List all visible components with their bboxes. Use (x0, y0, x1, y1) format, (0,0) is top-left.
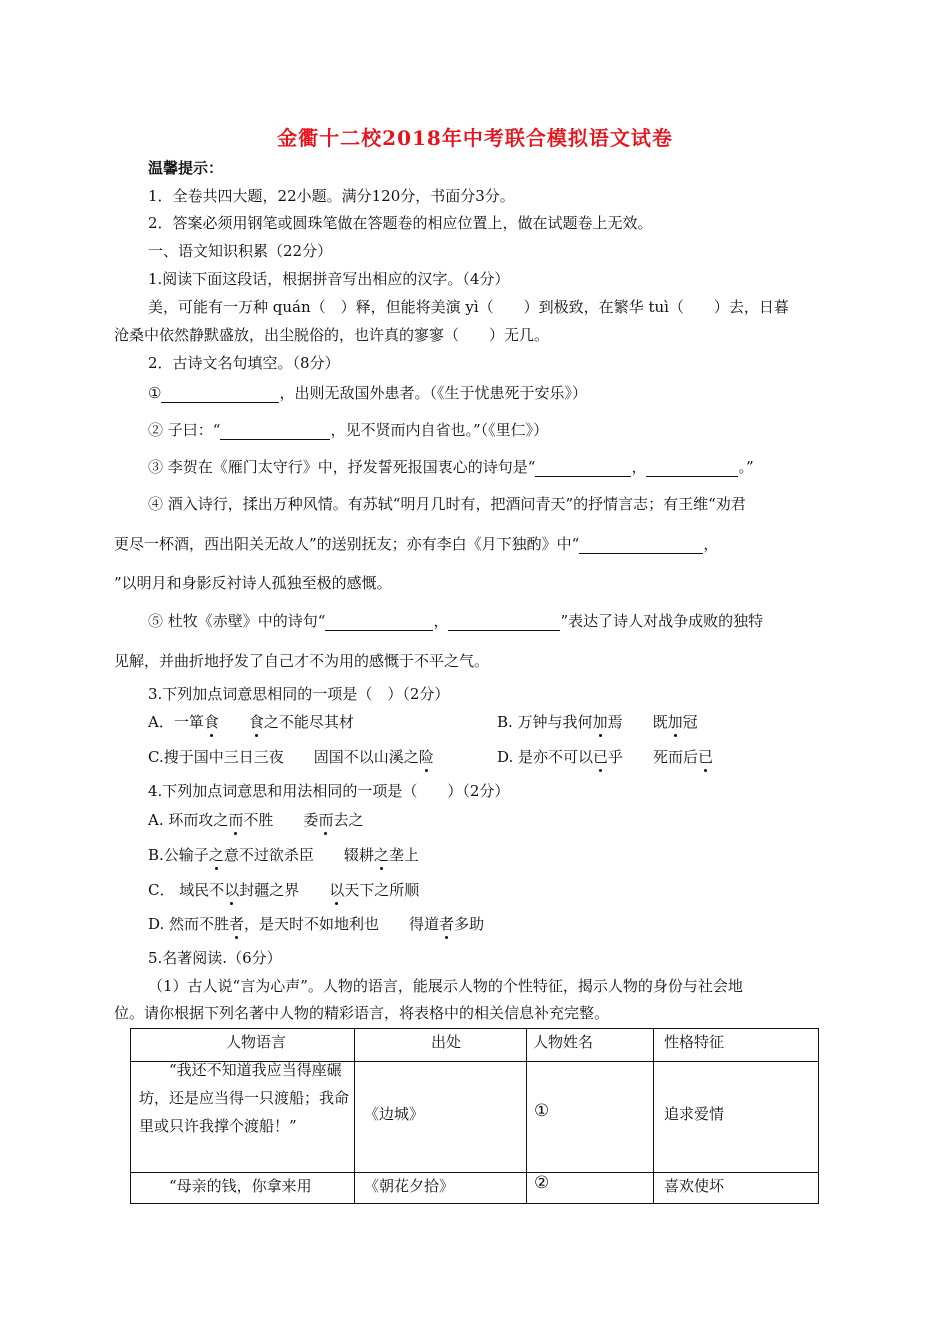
dotted-word: 险 (418, 748, 434, 766)
q1-passage-line1: 美，可能有一万种 quán（ ）释，但能将美演 yì（ ）到极致，在繁华 tuì（ ）去，日暮 (148, 298, 789, 316)
table-border (130, 1172, 819, 1173)
option-text: C.搜于国中三日三夜 固国不以山溪之 (148, 748, 419, 766)
dotted-word: 之 (373, 846, 389, 864)
answer-blank[interactable] (646, 460, 738, 477)
option-text: 而 (183, 811, 199, 829)
option-text: 意不过欲杀臣 辍耕 (223, 846, 374, 864)
option-text: 冠 (682, 713, 698, 731)
q4-option-c[interactable] (148, 879, 419, 900)
option-text: C． 域民不 (148, 881, 225, 899)
q2-item-2-post: ，见不贤而内自省也。”（《里仁》） (330, 421, 549, 439)
q2-item-5-line2: 见解，并曲折地抒发了自己才不为用的感慨于不平之气。 (114, 652, 490, 670)
q5-intro-line2: 位。请你根据下列名著中人物的精彩语言，将表格中的相关信息补充完整。 (114, 1004, 610, 1022)
dotted-word: 者 (439, 915, 455, 933)
q3-option-a[interactable] (148, 711, 354, 732)
option-text: B.公输子 (148, 846, 209, 864)
table-cell-trait: 喜欢使坏 (664, 1177, 725, 1195)
table-border (526, 1028, 527, 1204)
dotted-word: 加 (667, 713, 683, 731)
dotted-word: 加 (592, 713, 608, 731)
page-title: 金衢十二校2018年中考联合模拟语文试卷 (277, 126, 673, 150)
table-border (130, 1028, 131, 1204)
q2-item-5-pre: ⑤ 杜牧《赤壁》中的诗句“ (148, 612, 326, 630)
q3-option-d[interactable] (497, 746, 713, 767)
dotted-word: 之 (208, 846, 224, 864)
table-cell-source: 《朝花夕拾》 (364, 1177, 455, 1195)
dotted-word: 食 (203, 713, 219, 731)
q2-item-2-pre: ② 子曰：“ (148, 421, 221, 439)
q2-item-4-line1: ④ 酒入诗行，揉出万种风情。有苏轼“明月几时有，把酒问青天”的抒情言志；有王维“劝君 (148, 495, 746, 513)
q5-intro-line1: （1）古人说“言为心声”。人物的语言，能展示人物的个性特征，揭示人物的身份与社会地 (148, 977, 743, 995)
answer-blank[interactable] (325, 614, 433, 631)
q2-item-4-pre: 更尽一杯酒，西出阳关无故人”的送别抚友；亦有李白《月下独酌》中“ (114, 535, 580, 553)
table-header: 人物姓名 (533, 1033, 594, 1051)
q2-item-1-post: ，出则无敌国外患者。（《生于忧患死于安乐》） (279, 384, 587, 402)
answer-blank[interactable] (161, 386, 279, 403)
option-text: 多助 (454, 915, 485, 933)
option-text: A．一箪 (148, 713, 204, 731)
dotted-word: 而 (318, 811, 334, 829)
answer-blank[interactable] (579, 537, 703, 554)
tips-heading: 温馨提示： (148, 159, 224, 177)
dotted-word: 者 (229, 915, 245, 933)
q4-option-b[interactable] (148, 844, 419, 865)
table-header: 性格特征 (664, 1033, 725, 1051)
option-text: D. 然而不胜 (148, 915, 230, 933)
table-cell-source: 《边城》 (364, 1105, 425, 1123)
option-text: B. 万钟与我何 (497, 713, 593, 731)
option-text: 去之 (333, 811, 364, 829)
option-text (219, 713, 249, 731)
q2-item-3-mid: ， (631, 458, 647, 476)
table-header: 人物语言 (226, 1033, 287, 1051)
option-text: 垄上 (388, 846, 419, 864)
table-cell-quote: “母亲的钱，你拿来用 (169, 1177, 312, 1195)
q2-item-4-line3: ”以明月和身影反衬诗人孤独至极的感慨。 (114, 574, 392, 592)
q2-stem: 2．古诗文名句填空。（8分） (148, 354, 340, 372)
dotted-word: 已 (698, 748, 714, 766)
option-text: A. 环 (148, 811, 184, 829)
q2-item-1-pre: ① (148, 384, 162, 402)
dotted-word: 以 (224, 881, 240, 899)
option-text: 乎 死而后 (608, 748, 699, 766)
table-header: 出处 (431, 1033, 462, 1051)
dotted-word: 食 (248, 713, 264, 731)
q2-item-3-pre: ③ 李贺在《雁门太守行》中，抒发誓死报国衷心的诗句是“ (148, 458, 536, 476)
option-text: 天下之所顺 (344, 881, 420, 899)
option-text: 焉 既 (607, 713, 668, 731)
table-cell-quote: “我还不知道我应当得座碾坊，还是应当得一只渡船；我命里或只许我撑个渡船！” (139, 1061, 350, 1135)
q2-item-4-comma: ， (703, 535, 719, 553)
q4-option-d[interactable] (148, 913, 484, 934)
table-border (130, 1028, 819, 1029)
dotted-word: 已 (593, 748, 609, 766)
q2-item-3 (148, 456, 754, 477)
q3-option-b[interactable] (497, 711, 698, 732)
table-cell-trait: 追求爱情 (664, 1105, 725, 1123)
option-text: 封疆之界 (239, 881, 330, 899)
section-heading: 一、语文知识积累（22分） (148, 242, 333, 260)
dotted-word: 而 (228, 811, 244, 829)
q2-item-5-post: ”表达了诗人对战争成败的独特 (560, 612, 764, 630)
q2-item-3-post: 。” (738, 458, 754, 476)
q1-passage-line2: 沧桑中依然静默盛放，出尘脱俗的，也许真的寥寥（ ）无几。 (114, 326, 550, 344)
answer-blank[interactable] (220, 423, 330, 440)
option-text: 之不能尽其材 (263, 713, 354, 731)
table-border (130, 1203, 819, 1204)
tip-item-1: 1．全卷共四大题，22小题。满分120分，书面分3分。 (148, 187, 515, 205)
table-cell-name[interactable]: ① (534, 1101, 550, 1121)
option-text: 不胜 委 (243, 811, 319, 829)
q4-stem: 4.下列加点词意思和用法相同的一项是（ ）（2分） (148, 782, 510, 800)
q3-option-c[interactable] (148, 746, 434, 767)
q2-item-5-mid: ， (433, 612, 449, 630)
table-border (818, 1028, 819, 1204)
q1-stem: 1.阅读下面这段话，根据拼音写出相应的汉字。（4分） (148, 270, 510, 288)
option-text: D. 是亦不可以 (497, 748, 594, 766)
answer-blank[interactable] (535, 460, 631, 477)
option-text: ，是天时不如地利也 得道 (244, 915, 440, 933)
q2-item-2 (148, 419, 548, 440)
answer-blank[interactable] (448, 614, 560, 631)
q2-item-1 (148, 382, 587, 403)
q4-option-a[interactable] (148, 809, 363, 830)
q2-item-4-line2 (114, 533, 718, 554)
tip-item-2: 2．答案必须用钢笔或圆珠笔做在答题卷的相应位置上，做在试题卷上无效。 (148, 214, 653, 232)
q3-stem: 3.下列加点词意思相同的一项是（ ）（2分） (148, 685, 450, 703)
dotted-word: 以 (329, 881, 345, 899)
q2-item-5 (148, 610, 763, 631)
table-border (653, 1028, 654, 1204)
table-cell-name[interactable]: ② (534, 1173, 550, 1193)
table-border (354, 1028, 355, 1204)
q5-stem: 5.名著阅读.（6分） (148, 949, 282, 967)
option-text: 攻之 (198, 811, 229, 829)
